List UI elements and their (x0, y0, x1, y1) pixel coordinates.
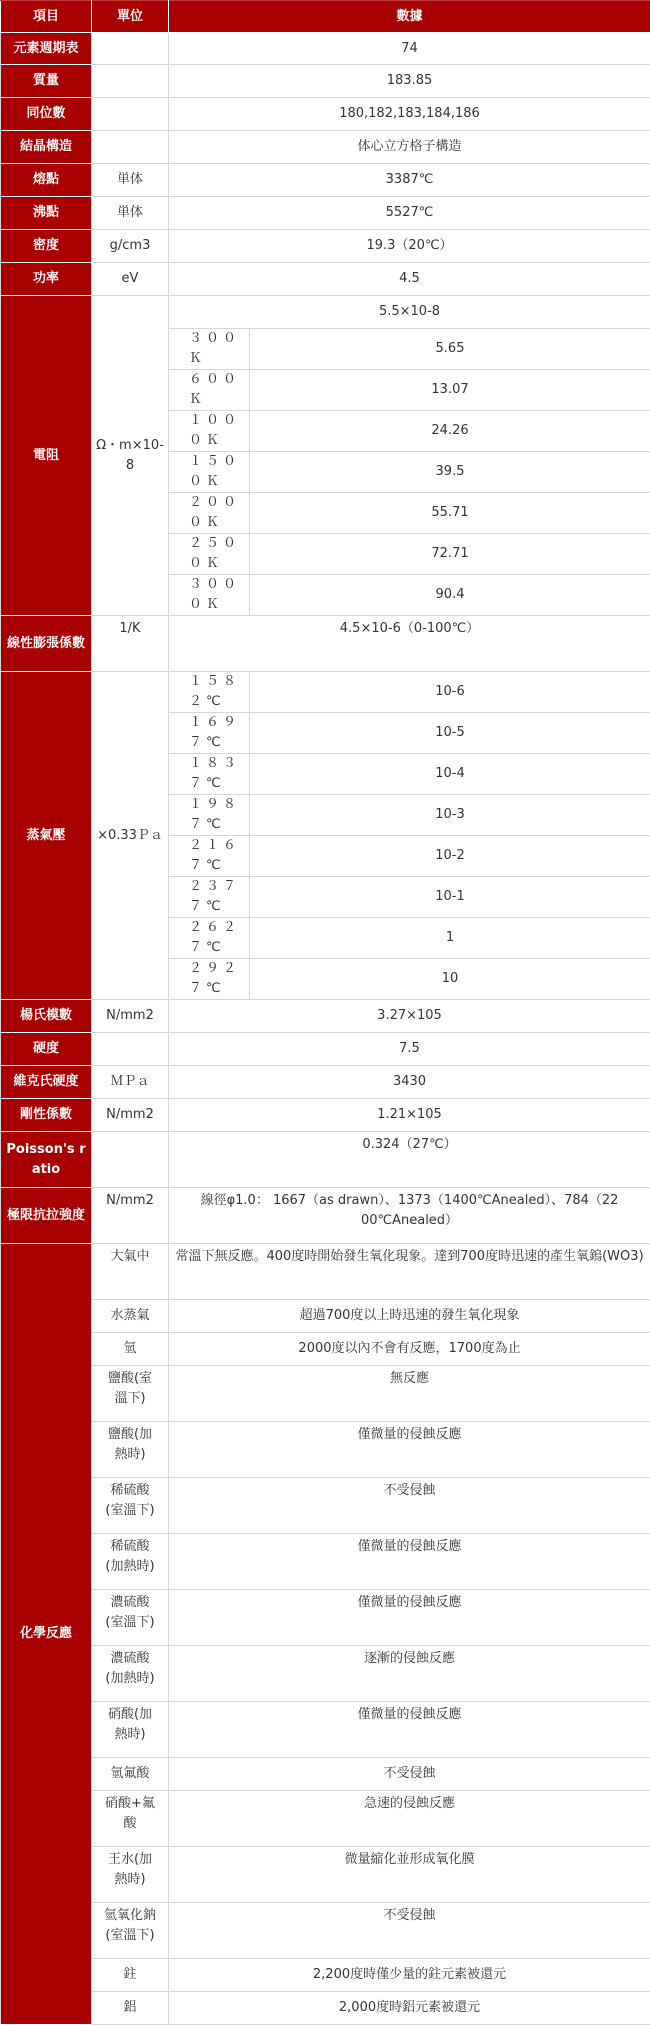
row-label: 沸點 (1, 197, 92, 230)
row-value: 5.5×10-8 (169, 296, 650, 329)
row-label: 蒸氣壓 (1, 672, 92, 1000)
resistance-temp: １０００Ｋ (169, 411, 250, 452)
row-label: 熔點 (1, 164, 92, 197)
vapor-value: 10-3 (250, 795, 650, 836)
row-isotopes (1, 98, 650, 131)
row-density (1, 230, 650, 263)
chem-env: 氫 (92, 1333, 169, 1366)
row-label: 功率 (1, 263, 92, 296)
resistance-value: 5.65 (250, 329, 650, 370)
chem-result: 超過700度以上時迅速的發生氧化現象 (169, 1300, 650, 1333)
chem-env: 鹽酸(室溫下) (92, 1366, 169, 1422)
vapor-value: 10-2 (250, 836, 650, 877)
row-value: 1.21×105 (169, 1099, 650, 1132)
chem-result: 逐漸的侵蝕反應 (169, 1646, 650, 1702)
chem-env: 氫氟酸 (92, 1758, 169, 1791)
vapor-temp-row (1, 672, 650, 713)
row-unit: Ω・m×10-8 (92, 296, 169, 616)
chem-env: 大氣中 (92, 1244, 169, 1300)
resistance-value: 39.5 (250, 452, 650, 493)
resistance-temp: ２０００Ｋ (169, 493, 250, 534)
vapor-temp: １５８２℃ (169, 672, 250, 713)
row-unit (92, 1033, 169, 1066)
chem-result: 不受侵蝕 (169, 1478, 650, 1534)
chem-env: 鹽酸(加熱時) (92, 1422, 169, 1478)
chem-row (1, 1992, 650, 2025)
chem-row (1, 1959, 650, 1992)
row-hardness (1, 1033, 650, 1066)
row-label: 化學反應 (1, 1244, 92, 2025)
chem-row (1, 1534, 650, 1590)
row-label: 密度 (1, 230, 92, 263)
resistance-value: 13.07 (250, 370, 650, 411)
row-unit: N/mm2 (92, 1188, 169, 1244)
vapor-temp: ２９２７℃ (169, 959, 250, 1000)
vapor-value: 10-4 (250, 754, 650, 795)
vapor-value: 10-5 (250, 713, 650, 754)
vapor-temp: １８３７℃ (169, 754, 250, 795)
row-unit: ＭＰａ (92, 1066, 169, 1099)
row-label: 楊氏模數 (1, 1000, 92, 1033)
chem-env: 硝酸(加熱時) (92, 1702, 169, 1758)
chem-env: 稀硫酸(室溫下) (92, 1478, 169, 1534)
vapor-temp: ２３７７℃ (169, 877, 250, 918)
row-resistance (1, 296, 650, 329)
resistance-value: 90.4 (250, 575, 650, 616)
chem-row (1, 1847, 650, 1903)
row-unit: 単体 (92, 197, 169, 230)
vapor-temp: ２１６７℃ (169, 836, 250, 877)
chem-env: 濃硫酸(加熱時) (92, 1646, 169, 1702)
vapor-temp: ２６２７℃ (169, 918, 250, 959)
chem-row (1, 1300, 650, 1333)
row-unit: 1/K (92, 616, 169, 672)
row-tensile (1, 1188, 650, 1244)
row-crystal (1, 131, 650, 164)
chem-row (1, 1333, 650, 1366)
row-label: 維克氏硬度 (1, 1066, 92, 1099)
chem-result: 僅微量的侵蝕反應 (169, 1590, 650, 1646)
row-value: 19.3（20℃） (169, 230, 650, 263)
row-value: 5527℃ (169, 197, 650, 230)
row-vickers (1, 1066, 650, 1099)
row-unit: ×0.33Ｐａ (92, 672, 169, 1000)
row-youngs (1, 1000, 650, 1033)
chem-env: 鋁 (92, 1992, 169, 2025)
chem-result: 微量縮化並形成氧化膜 (169, 1847, 650, 1903)
row-label: 硬度 (1, 1033, 92, 1066)
row-label: 電阻 (1, 296, 92, 616)
chem-result: 僅微量的侵蝕反應 (169, 1702, 650, 1758)
row-value: 体心立方格子構造 (169, 131, 650, 164)
row-unit: g/cm3 (92, 230, 169, 263)
resistance-temp: １５００Ｋ (169, 452, 250, 493)
chem-result: 2,000度時鋁元素被還元 (169, 1992, 650, 2025)
resistance-value: 72.71 (250, 534, 650, 575)
vapor-value: 10-6 (250, 672, 650, 713)
chem-env: 王水(加熱時) (92, 1847, 169, 1903)
row-unit (92, 33, 169, 65)
chem-row (1, 1903, 650, 1959)
row-value: 4.5 (169, 263, 650, 296)
row-unit: N/mm2 (92, 1099, 169, 1132)
vapor-temp: １６９７℃ (169, 713, 250, 754)
header-row (1, 1, 650, 33)
resistance-temp: ６００Ｋ (169, 370, 250, 411)
chem-row (1, 1244, 650, 1300)
row-value: 4.5×10-6（0-100℃） (169, 616, 650, 672)
chem-row (1, 1646, 650, 1702)
row-label: 同位數 (1, 98, 92, 131)
row-label: 元素週期表 (1, 33, 92, 65)
row-value: 180,182,183,184,186 (169, 98, 650, 131)
vapor-value: 1 (250, 918, 650, 959)
row-label: 極限抗拉強度 (1, 1188, 92, 1244)
row-value: 0.324（27℃） (169, 1132, 650, 1188)
chem-env: 稀硫酸(加熱時) (92, 1534, 169, 1590)
row-unit: N/mm2 (92, 1000, 169, 1033)
vapor-value: 10-1 (250, 877, 650, 918)
row-label: 結晶構造 (1, 131, 92, 164)
row-value: 3.27×105 (169, 1000, 650, 1033)
chem-env: 濃硫酸(室溫下) (92, 1590, 169, 1646)
row-mass (1, 65, 650, 98)
chem-result: 不受侵蝕 (169, 1758, 650, 1791)
row-value: 線徑φ1.0： 1667（as drawn）、1373（1400℃Anealed）、784（2200℃Anealed） (169, 1188, 650, 1244)
chem-result: 不受侵蝕 (169, 1903, 650, 1959)
resistance-value: 55.71 (250, 493, 650, 534)
row-value: 183.85 (169, 65, 650, 98)
chem-env: 水蒸氣 (92, 1300, 169, 1333)
vapor-temp: １９８７℃ (169, 795, 250, 836)
row-melting (1, 164, 650, 197)
chem-result: 常溫下無反應。400度時開始發生氧化現象。達到700度時迅速的產生氧鎢(WO3) (169, 1244, 650, 1300)
row-unit (92, 98, 169, 131)
header-item: 項目 (1, 1, 92, 33)
chem-env: 氫氧化鈉(室溫下) (92, 1903, 169, 1959)
row-unit: 単体 (92, 164, 169, 197)
row-work-function (1, 263, 650, 296)
row-expansion (1, 616, 650, 672)
chem-result: 急速的侵蝕反應 (169, 1791, 650, 1847)
resistance-value: 24.26 (250, 411, 650, 452)
chem-result: 無反應 (169, 1366, 650, 1422)
row-value: 74 (169, 33, 650, 65)
chem-row (1, 1422, 650, 1478)
chem-env: 硝酸+氟酸 (92, 1791, 169, 1847)
row-poisson (1, 1132, 650, 1188)
row-rigidity (1, 1099, 650, 1132)
chem-row (1, 1702, 650, 1758)
chem-result: 2,200度時僅少量的鉒元素被還元 (169, 1959, 650, 1992)
resistance-temp: ２５００Ｋ (169, 534, 250, 575)
chem-result: 僅微量的侵蝕反應 (169, 1422, 650, 1478)
row-value: 3430 (169, 1066, 650, 1099)
row-label: Poisson's ratio (1, 1132, 92, 1188)
chem-row (1, 1366, 650, 1422)
header-data: 數據 (169, 1, 650, 33)
header-unit: 單位 (92, 1, 169, 33)
row-label: 質量 (1, 65, 92, 98)
chem-row (1, 1758, 650, 1791)
chem-result: 2000度以內不會有反應，1700度為止 (169, 1333, 650, 1366)
row-unit (92, 65, 169, 98)
vapor-value: 10 (250, 959, 650, 1000)
chem-row (1, 1478, 650, 1534)
chem-row (1, 1590, 650, 1646)
row-label: 線性膨張係數 (1, 616, 92, 672)
chem-result: 僅微量的侵蝕反應 (169, 1534, 650, 1590)
row-atomic-number (1, 33, 650, 65)
row-value: 7.5 (169, 1033, 650, 1066)
chem-env: 鉒 (92, 1959, 169, 1992)
row-unit (92, 1132, 169, 1188)
row-unit (92, 131, 169, 164)
resistance-temp: ３００Ｋ (169, 329, 250, 370)
row-boiling (1, 197, 650, 230)
resistance-temp: ３０００Ｋ (169, 575, 250, 616)
row-unit: eV (92, 263, 169, 296)
row-label: 剛性係數 (1, 1099, 92, 1132)
row-value: 3387℃ (169, 164, 650, 197)
chem-row (1, 1791, 650, 1847)
